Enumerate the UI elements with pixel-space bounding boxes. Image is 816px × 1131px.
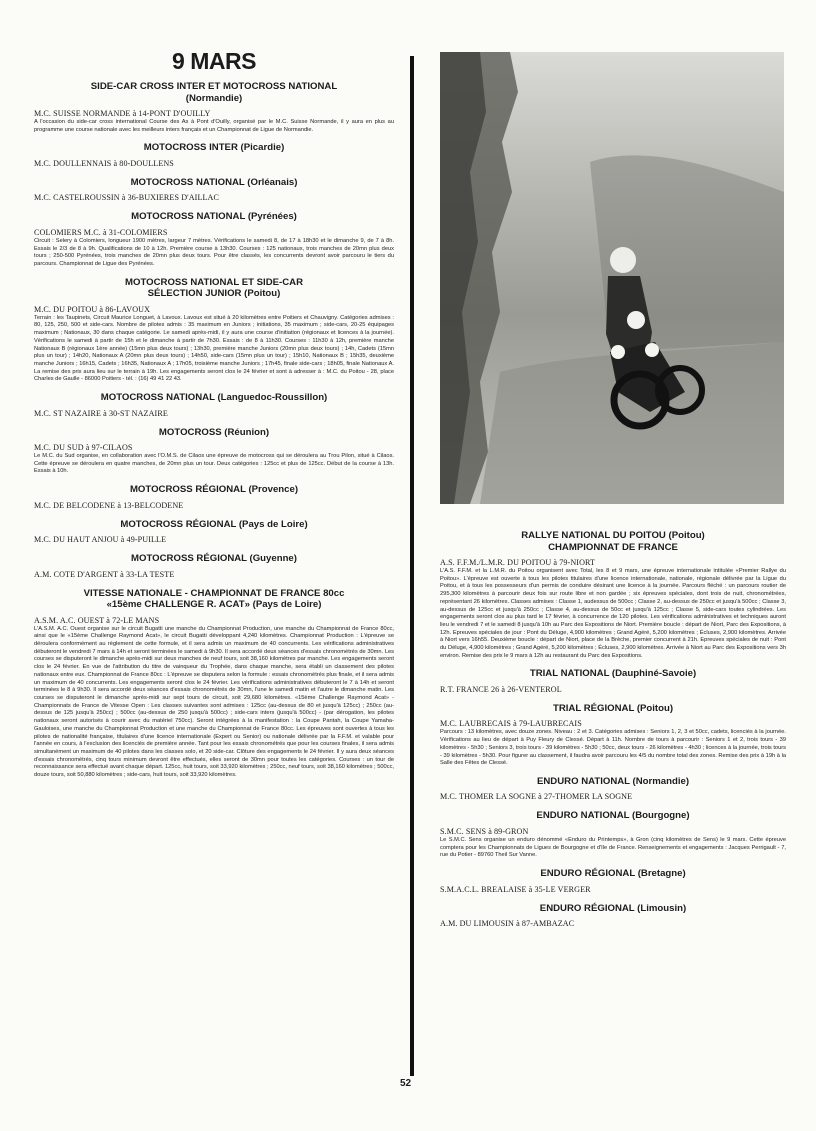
right-sections <box>440 530 786 929</box>
event-title <box>34 177 394 189</box>
club-name: COLOMIERS M.C. à 31-COLOMIERS <box>34 227 168 237</box>
event-title-line: MOTOCROSS INTER (Picardie) <box>143 142 285 154</box>
event-title-line: MOTOCROSS NATIONAL ET SIDE-CAR <box>124 276 304 288</box>
event-section <box>34 519 394 546</box>
club-name: S.M.C. SENS à 89-GRON <box>440 826 529 836</box>
left-sections <box>34 81 394 780</box>
event-description: Circuit : Selery à Colomiers, longueur 1900 mètres, largeur 7 mètres. Vérifications le samedi 8, de 17 à 18h30 et le dimanche 9, de 7 à 8h. Essais le 2/3 de 8 à 9h. Qualifications de 10 à 12h. Première course à 13h30. Courses : 125 nationaux, trois manches de 20mn plus deux tours ; 250-500 Pyrénées, trois manches de 20mn plus deux tours. Pour être classés, les concurrents devront avoir parcouru le tiers du parcours. Championnat de Ligue des Pyrénées. <box>34 237 394 268</box>
event-section <box>440 903 786 930</box>
club-name: M.C. CASTELROUSSIN à 36-BUXIERES D'AILLAC <box>34 193 219 203</box>
event-section <box>440 776 786 803</box>
club-name: M.C. SUISSE NORMANDE à 14-PONT D'OUILLY <box>34 109 211 118</box>
event-section <box>34 392 394 419</box>
event-title-line: MOTOCROSS NATIONAL (Orléanais) <box>130 176 298 188</box>
club-name: M.C. DU POITOU à 86-LAVOUX <box>34 304 151 314</box>
event-title <box>34 427 394 439</box>
event-title <box>440 776 786 788</box>
event-title-line: «15ème CHALLENGE R. ACAT» (Pays de Loire) <box>106 599 322 611</box>
event-title <box>440 903 786 915</box>
club-name: S.M.A.C.L. BREALAISE à 35-LE VERGER <box>440 884 591 894</box>
club-name: A.S. F.F.M./L.M.R. DU POITOU à 79-NIORT <box>440 558 596 567</box>
event-title-line: CHAMPIONNAT DE FRANCE <box>548 541 678 553</box>
event-title <box>34 81 394 104</box>
event-title-line: MOTOCROSS RÉGIONAL (Provence) <box>129 484 299 496</box>
event-title-line: ENDURO RÉGIONAL (Bretagne) <box>540 868 686 880</box>
event-title <box>440 868 786 880</box>
event-section <box>34 277 394 384</box>
event-section <box>34 553 394 580</box>
club-name: M.C. DE BELCODENE à 13-BELCODENE <box>34 500 184 510</box>
event-title-line: RALLYE NATIONAL DU POITOU (Poitou) <box>521 530 705 541</box>
event-description: Terrain : les Taupinets, Circuit Maurice Longuet, à Lavoux. Lavoux est situé à 20 kilomètres entre Poitiers et Chauvigny. Catégories admises : 80, 125, 250, 500 et side-cars. Nombre de pilotes admis : 35 maximum en Juniors ; initiations, 35 maximum ; side-cars, 20-25 équipages maximum ; Nationaux, 30 dans chaque catégorie. Le samedi après-midi, il y aura une course d'initiation (régionaux et licences à la journée). Vérifications le samedi à partir de 15h et le dimanche à partir de 7h30. Essais : de 8 à 11h30. Courses : 11h30 à 12h, première manche Nationaux B (régionaux 1ère année) (15mn plus deux tours) ; 13h30, première manche Juniors (20mn plus deux tours) ; 14h, Cadets (15mn plus un tour) ; 14h20, Nationaux A (20mn plus deux tours) ; 14h50, side-cars (15mn plus un tour) ; 15h10, Nationaux B ; 15h35, deuxième manche Juniors ; 16h15, Cadets ; 16h35, Nationaux A ; 17h05, troisième manche Juniors ; 17h45, finale side-cars ; 18h05, finale Nationaux A. La remise des prix aura lieu sur le terrain à 19h. Les engagements seront clos le 24 février et sont à adresser à : M.C. du Poitou - 28, place Charles de Gaulle - 86000 Poitiers - tél. : (16) 49 41 22 43. <box>34 314 394 383</box>
club-name: A.S.M. A.C. OUEST à 72-LE MANS <box>34 615 160 625</box>
event-section <box>34 81 394 134</box>
event-section <box>34 211 394 268</box>
event-title-line: ENDURO NATIONAL (Bourgogne) <box>536 810 690 822</box>
event-title-line: VITESSE NATIONALE - CHAMPIONNAT DE FRANCE 80cc <box>83 587 345 599</box>
event-section <box>34 484 394 511</box>
club-name: M.C. DU SUD à 97-CILAOS <box>34 443 133 453</box>
event-title <box>34 142 394 154</box>
event-section <box>34 142 394 169</box>
event-description: Le M.C. du Sud organise, en collaboration avec l'O.M.S. de Cilaos une épreuve de motocross qui se déroulera au Trou Pilon, situé à Cilaos. Cette épreuve se déroulera en quatre manches, de 20mn plus un tour. Deux catégories : 125cc et plus de 125cc. Début de la course à 13h. Essais à 10h. <box>34 453 394 475</box>
event-title <box>440 703 786 715</box>
event-title <box>34 211 394 223</box>
event-section <box>440 668 786 695</box>
event-section <box>440 810 786 860</box>
event-section <box>440 868 786 895</box>
event-title-line: ENDURO NATIONAL (Normandie) <box>536 775 690 787</box>
club-name: M.C. ST NAZAIRE à 30-ST NAZAIRE <box>34 408 168 418</box>
event-section <box>440 530 786 660</box>
event-title <box>34 484 394 496</box>
event-title <box>440 810 786 822</box>
club-name: A.M. COTE D'ARGENT à 33-LA TESTE <box>34 569 175 579</box>
event-title <box>440 668 786 680</box>
event-title-line: ENDURO RÉGIONAL (Limousin) <box>539 902 687 914</box>
event-section <box>440 703 786 768</box>
event-title-line: MOTOCROSS (Réunion) <box>158 426 270 438</box>
club-name: M.C. LAUBRECAIS à 79-LAUBRECAIS <box>440 719 582 729</box>
event-title-line: TRIAL NATIONAL (Dauphiné-Savoie) <box>529 668 697 680</box>
event-section <box>34 588 394 780</box>
event-description: L'A.S.M. A.C. Ouest organise sur le circuit Bugatti une manche du Championnat Production, une manche du Championnat de France 80cc, ainsi que le «15ème Challenge Raymond Acat», le circuit Bugatti développant 4,240 kilomètres. Championnat Production : L'épreuve se déroulera conformément au règlement de cette formule, et il sera admis un maximum de 40 concurrents. Les vérifications administratives débuteront le vendredi 7 mars à 14h et seront terminées le samedi à 9h30. Il sera accordé deux séances d'essais chronométrés de 30mn. Les courses se disputeront le dimanche après-midi sur deux manches de neuf tours, soit 38,160 kilomètres par manche. Les engagements seront clos le 24 février. En vue de l'attribution du titre de vainqueur du Trophée, dans chaque manche, sera établi un classement des pilotes nationaux entre eux. Championnat de France 80cc : L'épreuve se disputera selon la formule : essais chronométrés plus finale, et il sera admis un maximum de 40 concurrents. Les engagements seront clos le 24 février. Les vérifications administratives débuteront le 7 à 14h et seront terminées le 8 à 9h30. Il sera accordé deux séances d'essais chronométrés de 30mn, l'une le samedi matin et l'autre le dimanche matin. Les courses se disputeront le dimanche après-midi sur sept tours de circuit, soit 29,680 kilomètres. «15ème Challenge Raymond Acat» - Championnats de France de Vitesse Open : Les classes suivantes sont admises : 125cc (au-dessus de 80 et jusqu'à 125cc) ; 250cc (au-dessus de 125 jusqu'à 250cc) ; 500cc (au-dessus de 250 jusqu'à 500cc) ; side-cars inters (jusqu'à 500cc) - (par dérogation, les pilotes nationaux seront autorisés à courir avec du matériel 750cc). Seront intégrées à la manifestation : la Coupe Pantah, la Coupe Yamaha-Gauloises, une manche du Championnat Production et une manche du Championnat de France 80cc. Les épreuves sont ouvertes à tous les pilotes de nationalité française, titulaires d'une licence internationale (Expert ou Senior) ou nationale délivrée par la F.F.M. et valable pour l'année en cours, à l'exclusion des licenciés de première année. Tant pour les essais chronométrés que pour les courses finales, il sera admis simultanément un maximum de 40 pilotes dans les classes solo, et 20 side-car. Clôture des engagements le 24 février. Il y aura deux séances d'essais chronométrés, cinq tours minimum devront être effectués, elles seront de 30mn pour toutes les catégories. Courses : un tour de reconnaissance sera effectué avant chaque départ. 125cc, huit tours, soit 33,920 kilomètres ; 250cc, neuf tours, soit 38,160 kilomètres ; 500cc, douze tours, soit 50,880 kilomètres ; side-cars, huit tours, soit 33,920 kilomètres. <box>34 625 394 779</box>
page-number: 52 <box>400 1078 412 1089</box>
left-column <box>34 48 394 788</box>
event-title <box>34 519 394 531</box>
event-title-line: (Normandie) <box>185 92 243 104</box>
page-date-heading: 9 MARS <box>172 48 256 74</box>
event-section <box>34 177 394 204</box>
event-title-line: MOTOCROSS RÉGIONAL (Pays de Loire) <box>120 518 308 530</box>
motorcycle-photo <box>440 52 784 504</box>
event-title <box>440 530 786 553</box>
event-title-line: SIDE-CAR CROSS INTER ET MOTOCROSS NATIONAL <box>90 81 338 92</box>
event-title-line: MOTOCROSS NATIONAL (Languedoc-Roussillon) <box>100 392 328 404</box>
club-name: M.C. DOULLENNAIS à 80-DOULLENS <box>34 158 174 168</box>
event-section <box>34 427 394 477</box>
club-name: A.M. DU LIMOUSIN à 87-AMBAZAC <box>440 919 575 929</box>
event-title <box>34 277 394 300</box>
event-title <box>34 553 394 565</box>
event-title <box>34 392 394 404</box>
event-title-line: TRIAL RÉGIONAL (Poitou) <box>552 702 674 714</box>
right-column <box>440 48 786 937</box>
event-title-line: SÉLECTION JUNIOR (Poitou) <box>147 288 281 300</box>
event-description: A l'occasion du side-car cross international Course des As à Pont d'Ouilly, organisé par le M.C. Suisse Normande, il y aura en plus au programme une course nationale avec les meilleurs inters français et un Championnat de Ligue de Normandie. <box>34 119 394 133</box>
club-name: R.T. FRANCE 26 à 26-VENTEROL <box>440 684 562 694</box>
event-description: Le S.M.C. Sens organise un enduro dénommé «Enduro du Printemps», à Gron (cinq kilomètres de Sens) le 9 mars. Cette épreuve comptera pour les Championnats de Ligues de Bourgogne et d'Ile de France. Renseignements et engagements : Jacques Perrigault - 7, rue du Potier - 89760 Theil Sur Vanne. <box>440 836 786 859</box>
event-title-line: MOTOCROSS RÉGIONAL (Guyenne) <box>131 553 297 565</box>
club-name: M.C. DU HAUT ANJOU à 49-PUILLE <box>34 535 167 545</box>
event-title <box>34 588 394 611</box>
event-description: Parcours : 13 kilomètres, avec douze zones. Niveau : 2 et 3. Catégories admises : Seniors 1, 2, 3 et 50cc, cadets, licenciés à la journée. Vérifications au lieu de départ à Puy Fleury de Clessé. Départ à 11h. Nombre de tours à parcourir : Seniors 1 et 2, trois tours - 39 kilomètres - 5h30 ; Seniors 3, trois tours - 39 kilomètres - 5h30 ; 50cc, deux tours - 26 kilomètres - 4h30 ; licences à la journée, trois tours - 39 kilomètres - 5h30. Pour figurer au classement, il faudra avoir parcouru les 4/5 du nombre total des zones. Remise des prix à 19h à la Salle des Fêtes de Clessé. <box>440 729 786 767</box>
event-title-line: MOTOCROSS NATIONAL (Pyrénées) <box>131 211 297 223</box>
club-name: M.C. THOMER LA SOGNE à 27-THOMER LA SOGNE <box>440 792 633 802</box>
event-description: L'A.S. F.F.M. et la L.M.R. du Poitou organisent avec Total, les 8 et 9 mars, une épreuve internationale intitulée «Premier Rallye du Poitou». L'épreuve est ouverte à tous les pilotes titulaires d'une licence internationale, nationale, régionale délivrée par la Ligue du Poitou, et à tous les possesseurs d'un permis de conduire désirant une licence à la journée. Parcours fléché : un parcours routier de 295,300 kilomètres à parcourir deux fois sur route libre et non gardée ; six épreuves spéciales, dont trois de nuit, chronométrées, représentant 26 kilomètres. Classes admises : Classe 1, audessus de 500cc ; Classe 2, au-dessus de 250cc et jusqu'à 500cc ; Classe 3, au-dessus de 125cc et jusqu'à 250cc ; Classe 4, au-dessus de 50cc et jusqu'à 125cc ; Classe 5, side-cars toutes cylindrées. Les engagements seront clos au plus tard le 17 février, à concurrence de 120 pilotes. Les vérifications administratives et techniques auront lieu le vendredi 7 et le samedi 8 jusqu'à 10h au Parc des Expositions de Niort. Première boucle : départ de Niort, Parc des Expositions, à 12h. Epreuves spéciales de jour : Pont du Déluge, 4,900 kilomètres ; Grand Agéré, 5,200 kilomètres ; Écluses, 2,900 kilomètres. Arrivée à Niort vers 16h55. Deuxième boucle : départ de Niort, place de la Brèche, premier concurrent à 21h. Epreuves spéciales de nuit : Pont du Déluge, 4,900 kilomètres ; Grand Agéré, 5,200 kilomètres ; Écluses, 2,900 kilomètres. Arrivée à Niort au Parc des Expositions vers 3h environ. Remise des prix le 9 mars à 12h au restaurant du Parc des Expositions. <box>440 568 786 659</box>
column-divider <box>410 56 414 1076</box>
